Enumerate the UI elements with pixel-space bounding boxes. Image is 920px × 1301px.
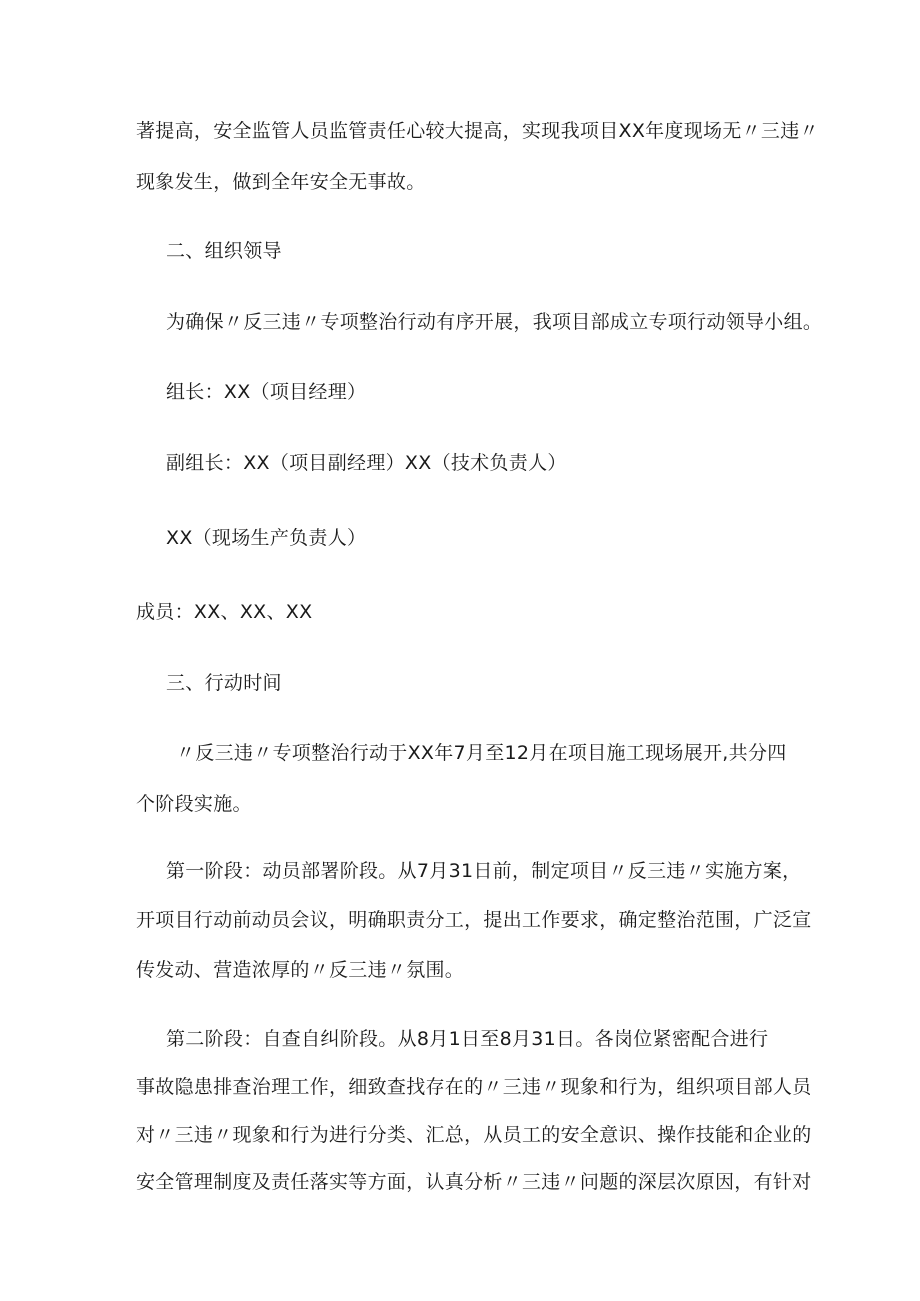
paragraph-line: 第二阶段：自查自纠阶段。从8月1日至8月31日。各岗位紧密配合进行 xyxy=(166,1028,769,1050)
deputy-leader-line: XX（现场生产负责人） xyxy=(166,527,367,549)
paragraph-line: 传发动、营造浓厚的〃反三违〃氛围。 xyxy=(136,959,465,981)
paragraph-line: 第一阶段：动员部署阶段。从7月31日前，制定项目〃反三违〃实施方案， xyxy=(166,860,802,882)
section-heading: 二、组织领导 xyxy=(166,240,282,262)
leader-line: 组长：XX（项目经理） xyxy=(166,381,367,403)
paragraph-line: 安全管理制度及责任落实等方面，认真分析〃三违〃问题的深层次原因，有针对 xyxy=(136,1171,812,1193)
members-line: 成员：XX、XX、XX xyxy=(136,601,313,623)
paragraph-line: 为确保〃反三违〃专项整治行动有序开展，我项目部成立专项行动领导小组。 xyxy=(166,311,823,333)
paragraph-line: 事故隐患排查治理工作，细致查找存在的〃三违〃现象和行为，组织项目部人员 xyxy=(136,1076,812,1098)
paragraph-line: 开项目行动前动员会议，明确职责分工，提出工作要求，确定整治范围，广泛宣 xyxy=(136,909,812,931)
paragraph-line: 对〃三违〃现象和行为进行分类、汇总，从员工的安全意识、操作技能和企业的 xyxy=(136,1124,812,1146)
paragraph-line: 〃反三违〃专项整治行动于XX年7月至12月在项目施工现场展开,共分四 xyxy=(176,742,787,764)
paragraph-line: 现象发生，做到全年安全无事故。 xyxy=(136,171,426,193)
section-heading: 三、行动时间 xyxy=(166,672,282,694)
paragraph-line: 个阶段实施。 xyxy=(136,793,252,815)
deputy-leader-line: 副组长：XX（项目副经理）XX（技术负责人） xyxy=(166,452,567,474)
paragraph-line: 著提高，安全监管人员监管责任心较大提高，实现我项目XX年度现场无〃三违〃 xyxy=(136,120,819,142)
